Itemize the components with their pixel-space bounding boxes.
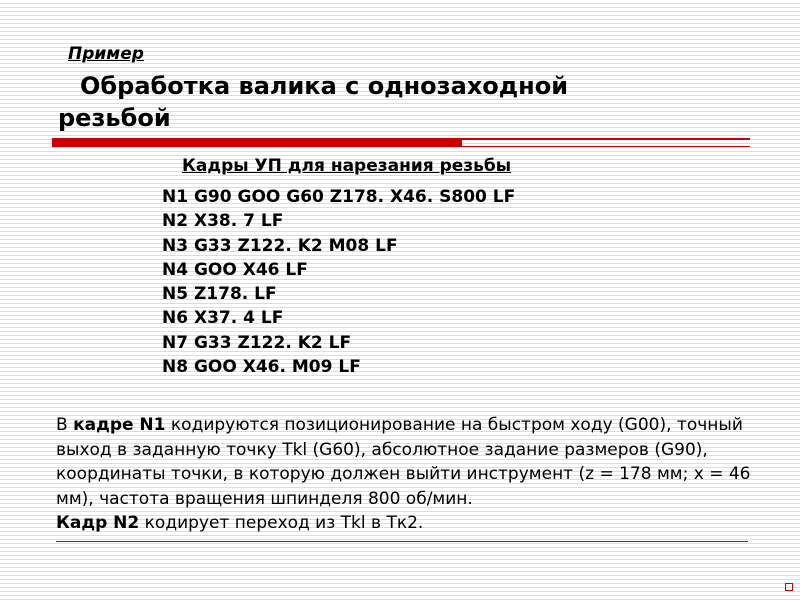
code-list [162,185,515,379]
slide-title-line-1: Обработка валика с однозаходной [80,72,569,100]
code-line: N4 GOO X46 LF [162,259,308,280]
code-line: N1 G90 GOO G60 Z178. X46. S800 LF [162,187,516,207]
title-divider-thin-lower [462,146,750,147]
slide-title [58,70,738,134]
para2-text: кодирует переход из Tkl в Тк2. [139,513,424,533]
para1-bold: кадре N1 [73,415,166,435]
code-heading: Кадры УП для нарезания резьбы [182,156,512,176]
slide-title-line-2: резьбой [58,104,171,132]
title-divider-thick [52,138,462,147]
code-line: N8 GOO X46. M09 LF [162,357,361,378]
para1-text: кодируются позиционирование на быстром ходу (G00), точный выход в заданную точку Tkl (G60), абсолютное задание размеров (G90), координаты точки, в которую должен выйти инструмент (z = 178 мм; x = 46 мм), частота вращения шпинделя 800 об/мин. [56,415,751,509]
para1-prefix: В [56,415,74,435]
para2-bold: Кадр N2 [56,513,140,533]
code-line: N3 G33 Z122. K2 M08 LF [162,235,398,256]
bottom-divider [56,541,748,542]
title-divider-thin [462,138,750,140]
slide-subtitle: Пример [68,44,144,64]
corner-square-icon [785,583,793,591]
code-line: N7 G33 Z122. K2 LF [162,332,352,353]
code-line: N6 X37. 4 LF [162,308,284,329]
code-line: N2 X38. 7 LF [162,211,284,232]
explanation-paragraph [56,413,756,536]
code-line: N5 Z178. LF [162,284,277,305]
